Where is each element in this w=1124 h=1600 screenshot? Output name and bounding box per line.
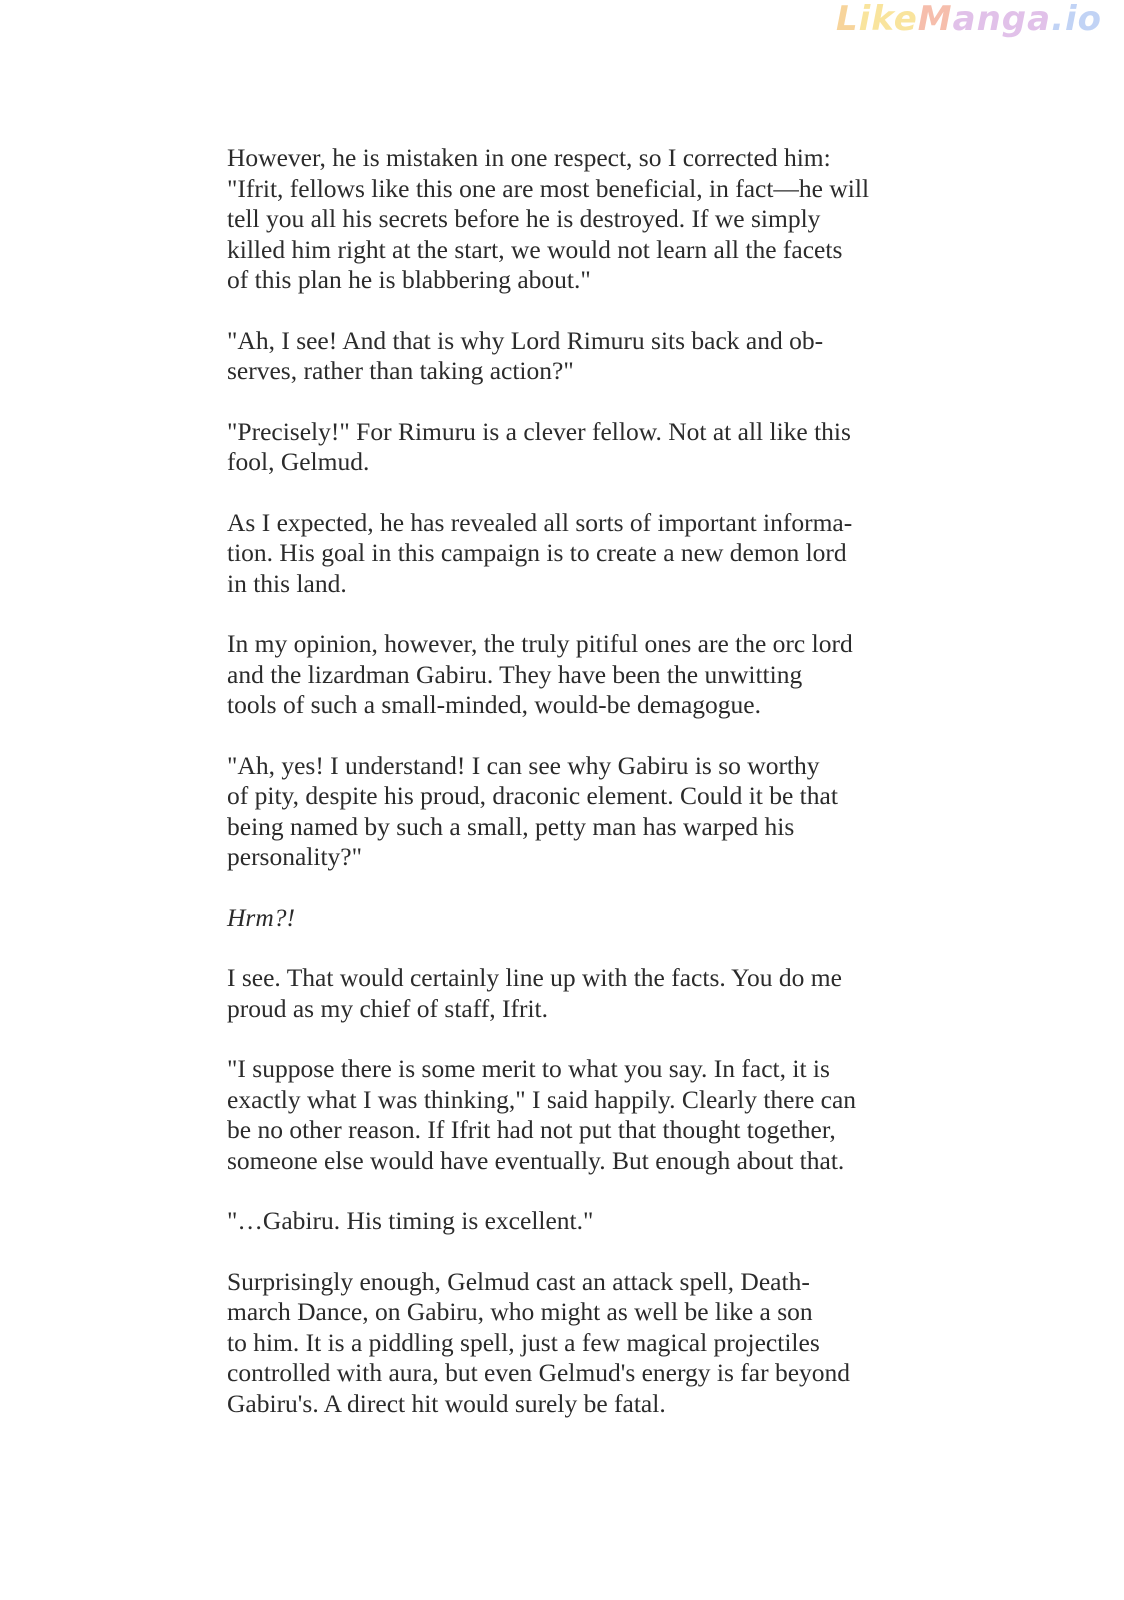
novel-page-text [227, 143, 897, 1449]
watermark-part: ike [858, 0, 918, 39]
watermark-part: anga [952, 0, 1052, 39]
watermark-part: .io [1051, 0, 1102, 39]
watermark-part: L [835, 0, 859, 39]
paragraph: I see. That would certainly line up with the facts. You do me proud as my chief of staff, Ifrit. [227, 963, 842, 1023]
paragraph: As I expected, he has revealed all sorts of important informa- tion. His goal in this campaign is to create a new demon lord in this land. [227, 507, 853, 598]
site-watermark-logo [835, 0, 1102, 39]
paragraph: "Precisely!" For Rimuru is a clever fellow. Not at all like this fool, Gelmud. [227, 416, 851, 476]
paragraph: "I suppose there is some merit to what you say. In fact, it is exactly what I was thinking," I said happily. Clearly there can be no other reason. If Ifrit had not put that thought together, someone else would have eventually. But enough about that. [227, 1054, 857, 1175]
paragraph: However, he is mistaken in one respect, so I corrected him: "Ifrit, fellows like this one are most beneficial, in fact—he will tell you all his secrets before he is destroyed. If we simply killed him right at the start, we would not learn all the facets of this plan he is blabbering about." [227, 143, 870, 294]
paragraph: "Ah, I see! And that is why Lord Rimuru sits back and ob- serves, rather than taking action?" [227, 325, 824, 385]
paragraph: "Ah, yes! I understand! I can see why Gabiru is so worthy of pity, despite his proud, draconic element. Could it be that being named by such a small, petty man has warped his personality?" [227, 750, 838, 871]
watermark-part: M [917, 0, 953, 39]
paragraph-inner-thought: Hrm?! [227, 902, 295, 932]
paragraph: In my opinion, however, the truly pitiful ones are the orc lord and the lizardman Gabiru. They have been the unwitting tools of such a small-minded, would-be demagogue. [227, 629, 853, 719]
paragraph: Surprisingly enough, Gelmud cast an attack spell, Death- march Dance, on Gabiru, who might as well be like a son to him. It is a piddling spell, just a few magical projectiles controlled with aura, but even Gelmud's energy is far beyond Gabiru's. A direct hit would surely be fatal. [227, 1266, 851, 1418]
paragraph: "…Gabiru. His timing is excellent." [227, 1206, 594, 1235]
